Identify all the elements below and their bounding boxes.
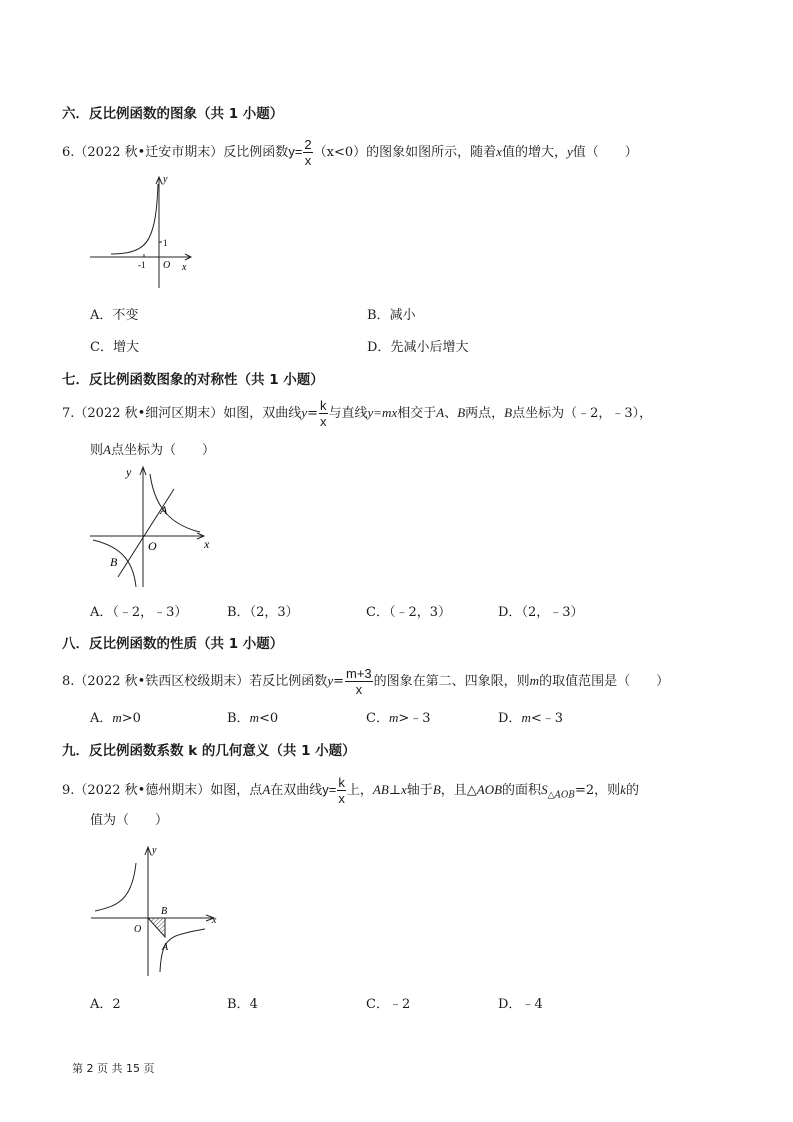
option-8-b[interactable]: B．m<0: [227, 710, 279, 726]
svg-text:y: y: [152, 845, 157, 856]
figure-7-graph: [88, 462, 213, 592]
svg-text:x: x: [212, 915, 217, 926]
svg-text:A: A: [160, 503, 168, 517]
figure-9-graph: [88, 840, 223, 980]
option-6-b[interactable]: B．减小: [367, 308, 416, 323]
fraction-formula: $\frac{k}{x}$: [338, 775, 345, 806]
section-heading-9: 九．反比例函数系数 k 的几何意义（共 1 小题）: [62, 743, 356, 759]
option-9-d[interactable]: D．﹣4: [498, 997, 543, 1012]
svg-text:B: B: [110, 555, 118, 569]
question-8-stem: 8.（2022 秋•铁西区校级期末）若反比例函数y= $\frac{m+3}{x}$ 的图象在第二、四象限，则m的取值范围是（ ）: [62, 666, 670, 697]
option-8-a[interactable]: A．m>0: [90, 710, 141, 726]
option-6-d[interactable]: D．先减小后增大: [367, 340, 469, 355]
option-6-c[interactable]: C．增大: [90, 340, 139, 355]
svg-text:y: y: [163, 174, 168, 185]
option-8-d[interactable]: D．m<﹣3: [498, 710, 563, 726]
question-6-stem: 6.（2022 秋•迁安市期末）反比例函数y= $\frac{2}{x}$ （x<0）的图象如图所示，随着x值的增大，y值（ ）: [62, 137, 638, 168]
fraction-formula: $\frac{m+3}{x}$: [346, 666, 372, 697]
question-source: （2022 秋•细河区期末）: [74, 406, 224, 421]
question-source: （2022 秋•德州期末）: [74, 783, 211, 798]
fraction-formula: $\frac{k}{x}$: [320, 398, 327, 429]
question-9-stem-line2: 值为（ ）: [90, 813, 169, 828]
fraction-formula: $\frac{2}{x}$: [304, 137, 312, 168]
question-7-stem-line2: 则A点坐标为（ ）: [90, 442, 215, 458]
svg-text:A: A: [162, 942, 169, 953]
section-heading-6: 六．反比例函数的图象（共 1 小题）: [62, 106, 284, 122]
svg-text:O: O: [148, 539, 157, 553]
question-source: （2022 秋•迁安市期末）: [74, 145, 224, 160]
option-7-c[interactable]: C．（﹣2，3）: [366, 605, 451, 620]
option-9-c[interactable]: C．﹣2: [366, 997, 411, 1012]
svg-text:1: 1: [163, 238, 168, 248]
option-9-b[interactable]: B．4: [227, 997, 258, 1012]
option-7-b[interactable]: B．（2，3）: [227, 605, 299, 620]
option-8-c[interactable]: C．m>﹣3: [366, 710, 431, 726]
option-7-a[interactable]: A．（﹣2，﹣3）: [90, 605, 188, 620]
svg-text:x: x: [204, 537, 210, 551]
svg-text:x: x: [182, 262, 187, 273]
question-source: （2022 秋•铁西区校级期末）: [74, 674, 250, 689]
question-9-stem: 9.（2022 秋•德州期末）如图，点A在双曲线y= $\frac{k}{x}$ 上，AB⊥x轴于B，且△AOB的面积$S_{\triangle AOB}=2$，则k的: [62, 775, 639, 806]
option-6-a[interactable]: A．不变: [90, 308, 139, 323]
question-7-stem: 7.（2022 秋•细河区期末）如图，双曲线y= $\frac{k}{x}$ 与直线y=mx相交于A、B两点，B点坐标为（﹣2，﹣3），: [62, 398, 653, 429]
page-number: 第 2 页 共 15 页: [72, 1062, 155, 1075]
svg-text:-1: -1: [138, 260, 146, 270]
figure-6-graph: [85, 170, 205, 295]
svg-text:O: O: [134, 924, 142, 935]
svg-text:O: O: [163, 260, 171, 271]
svg-text:B: B: [161, 906, 168, 917]
svg-text:y: y: [126, 465, 132, 479]
section-heading-7: 七．反比例函数图象的对称性（共 1 小题）: [62, 372, 324, 388]
option-9-a[interactable]: A．2: [90, 997, 121, 1012]
section-heading-8: 八．反比例函数的性质（共 1 小题）: [62, 636, 284, 652]
option-7-d[interactable]: D．（2，﹣3）: [498, 605, 584, 620]
